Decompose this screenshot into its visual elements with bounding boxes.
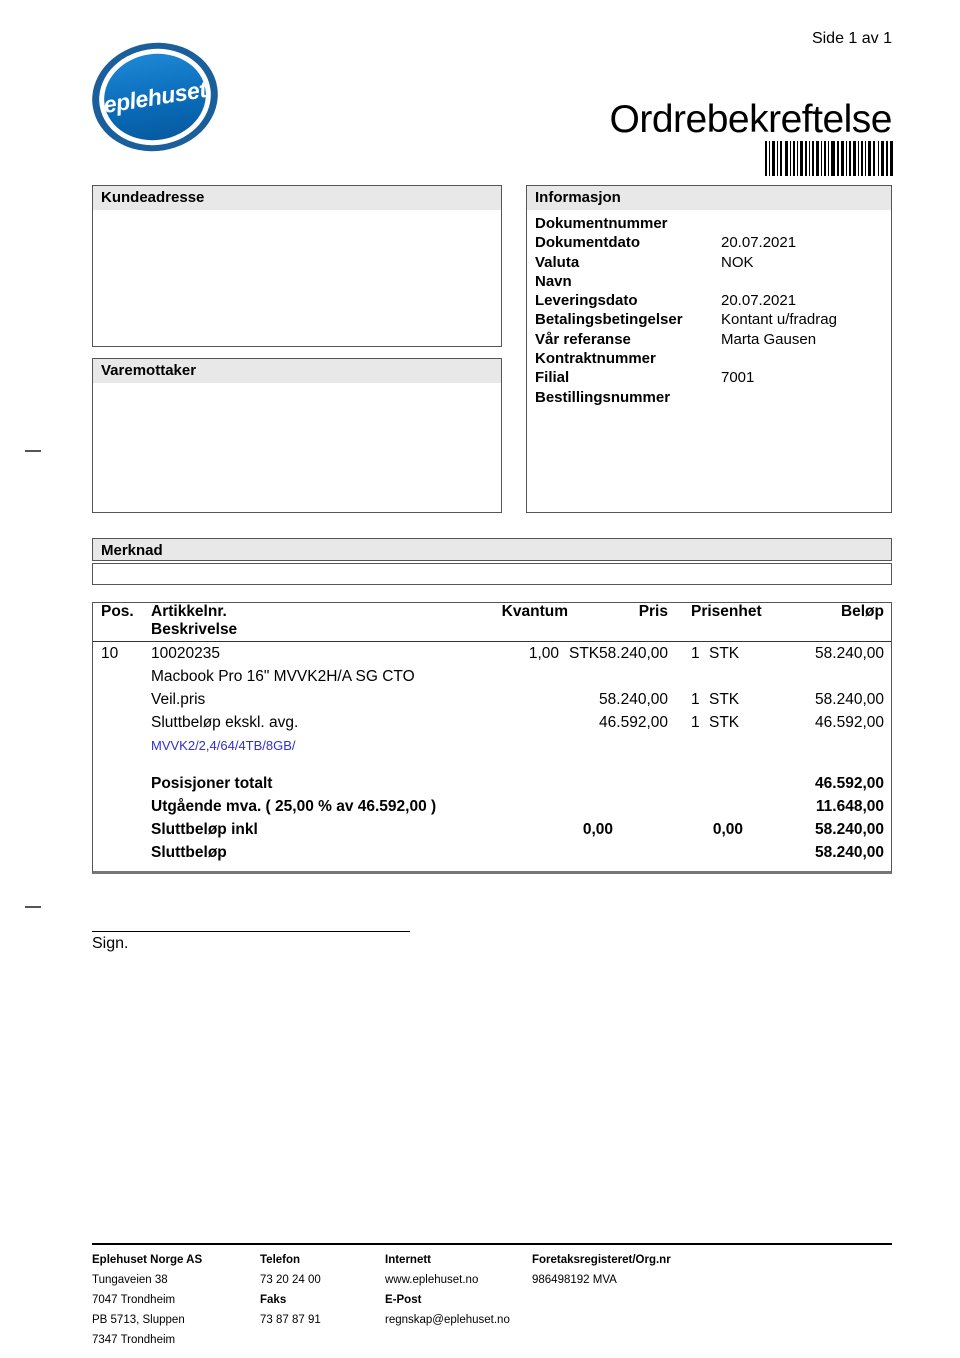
information-row xyxy=(535,330,883,349)
totals-row xyxy=(93,818,891,841)
footer-heading: Foretaksregisteret/Org.nr xyxy=(532,1254,671,1266)
information-value: Kontant u/fradrag xyxy=(721,311,837,329)
remark-body xyxy=(92,563,892,585)
information-row xyxy=(535,349,883,368)
footer-separator xyxy=(92,1243,892,1245)
footer-column xyxy=(532,1250,671,1290)
information-row xyxy=(535,233,883,252)
cell-unit: 1 xyxy=(691,714,700,731)
totals-amount: 58.240,00 xyxy=(815,844,884,861)
col-header-price: Pris xyxy=(638,603,668,620)
customer-address-title: Kundeadresse xyxy=(93,186,501,210)
table-row xyxy=(93,642,891,665)
cell-price: 58.240,00 xyxy=(599,691,668,708)
totals-row xyxy=(93,772,891,795)
fold-mark-upper xyxy=(25,450,41,452)
information-value xyxy=(721,388,883,407)
information-label: Bestillingsnummer xyxy=(535,388,671,406)
information-label: Navn xyxy=(535,272,572,290)
table-row xyxy=(93,688,891,711)
table-row xyxy=(93,665,891,688)
cell-unit-label: STK xyxy=(709,691,740,708)
information-row xyxy=(535,388,883,407)
totals-label: Posisjoner totalt xyxy=(151,775,273,792)
col-header-description: Beskrivelse xyxy=(151,621,238,638)
totals-row xyxy=(93,795,891,818)
cell-pos: 10 xyxy=(101,645,119,662)
table-spacer xyxy=(93,757,891,772)
totals-label: Utgående mva. ( 25,00 % av 46.592,00 ) xyxy=(151,798,437,815)
information-title: Informasjon xyxy=(527,186,891,210)
footer-column xyxy=(385,1250,510,1330)
information-row xyxy=(535,291,883,310)
information-panel xyxy=(526,185,892,513)
information-value xyxy=(721,349,883,368)
cell-unit-label: STK xyxy=(709,645,740,662)
totals-mid-1: 0,00 xyxy=(582,821,613,838)
col-header-pos: Pos. xyxy=(101,603,134,620)
col-header-amount: Beløp xyxy=(840,603,884,620)
config-note: MVVK2/2,4/64/4TB/8GB/ xyxy=(151,738,296,753)
page-title: Ordrebekreftelse xyxy=(609,98,892,141)
totals-mid-2: 0,00 xyxy=(712,821,743,838)
goods-recipient-title: Varemottaker xyxy=(93,359,501,383)
items-table-body xyxy=(93,642,891,864)
footer-line: 7047 Trondheim xyxy=(92,1294,176,1306)
footer-line: Tungaveien 38 xyxy=(92,1274,168,1286)
information-value: 20.07.2021 xyxy=(721,292,797,310)
col-header-article-no: Artikkelnr. xyxy=(151,603,227,620)
footer-line: 73 20 24 00 xyxy=(260,1274,321,1286)
cell-unit-label: STK xyxy=(709,714,740,731)
cell-description: Macbook Pro 16" MVVK2H/A SG CTO xyxy=(151,668,415,685)
information-value: 20.07.2021 xyxy=(721,234,797,252)
signature-label: Sign. xyxy=(92,935,129,952)
cell-unit: 1 xyxy=(691,645,700,662)
barcode xyxy=(765,141,893,176)
cell-description: Veil.pris xyxy=(151,691,206,708)
footer-heading: Eplehuset Norge AS xyxy=(92,1254,203,1266)
information-label: Dokumentnummer xyxy=(535,215,668,232)
footer-line: www.eplehuset.no xyxy=(385,1274,479,1286)
cell-price: 58.240,00 xyxy=(599,645,668,662)
footer-heading: Internett xyxy=(385,1254,431,1266)
information-row xyxy=(535,272,883,291)
page-indicator: Side 1 av 1 xyxy=(811,30,892,47)
cell-description: Sluttbeløp ekskl. avg. xyxy=(151,714,299,731)
col-header-price-unit: Prisenhet xyxy=(691,603,762,620)
footer-heading: E-Post xyxy=(385,1294,422,1306)
totals-label: Sluttbeløp xyxy=(151,844,227,861)
footer-line: PB 5713, Sluppen xyxy=(92,1314,185,1326)
information-row xyxy=(535,310,883,329)
information-label: Leveringsdato xyxy=(535,292,638,310)
fold-mark-lower xyxy=(25,906,41,908)
information-rows xyxy=(527,210,891,411)
col-header-quantity: Kvantum xyxy=(501,603,568,620)
information-label: Betalingsbetingelser xyxy=(535,311,683,329)
information-value: NOK xyxy=(721,253,754,271)
information-value: Marta Gausen xyxy=(721,330,817,348)
customer-address-body xyxy=(93,210,501,218)
goods-recipient-body xyxy=(93,383,501,391)
customer-address-panel xyxy=(92,185,502,347)
information-value xyxy=(721,214,883,233)
remark-title: Merknad xyxy=(92,538,892,561)
cell-quantity: 1,00 xyxy=(528,645,559,662)
cell-unit: 1 xyxy=(691,691,700,708)
cell-amount: 58.240,00 xyxy=(815,691,884,708)
goods-recipient-panel xyxy=(92,358,502,513)
information-label: Kontraktnummer xyxy=(535,350,656,368)
information-label: Valuta xyxy=(535,253,580,271)
footer-line: 986498192 MVA xyxy=(532,1274,617,1286)
totals-row xyxy=(93,841,891,864)
totals-label: Sluttbeløp inkl xyxy=(151,821,258,838)
information-row xyxy=(535,253,883,272)
totals-amount: 58.240,00 xyxy=(815,821,884,838)
logo-wordmark: eplehuset xyxy=(101,75,209,118)
information-row xyxy=(535,214,883,233)
cell-amount: 58.240,00 xyxy=(815,645,884,662)
signature-line xyxy=(92,931,410,932)
footer-line: 7347 Trondheim xyxy=(92,1334,176,1346)
cell-amount: 46.592,00 xyxy=(815,714,884,731)
totals-amount: 46.592,00 xyxy=(815,775,884,792)
footer-line: regnskap@eplehuset.no xyxy=(385,1314,510,1326)
footer-heading: Faks xyxy=(260,1294,287,1306)
table-row-config-note xyxy=(93,734,891,757)
footer-column xyxy=(260,1250,321,1330)
cell-description: 10020235 xyxy=(151,645,220,662)
footer-column xyxy=(92,1250,202,1350)
information-label: Filial xyxy=(535,369,570,387)
eplehuset-logo xyxy=(92,43,218,151)
information-row xyxy=(535,368,883,387)
information-label: Vår referanse xyxy=(535,330,631,348)
footer-heading: Telefon xyxy=(260,1254,301,1266)
cell-price: 46.592,00 xyxy=(599,714,668,731)
information-value: 7001 xyxy=(721,369,755,387)
information-value xyxy=(721,272,883,291)
cell-quantity-unit: STK xyxy=(569,645,600,662)
totals-amount: 11.648,00 xyxy=(815,798,884,815)
items-table-header xyxy=(93,603,891,642)
information-label: Dokumentdato xyxy=(535,234,640,252)
table-row xyxy=(93,711,891,734)
footer-line: 73 87 87 91 xyxy=(260,1314,321,1326)
items-table xyxy=(92,602,892,874)
